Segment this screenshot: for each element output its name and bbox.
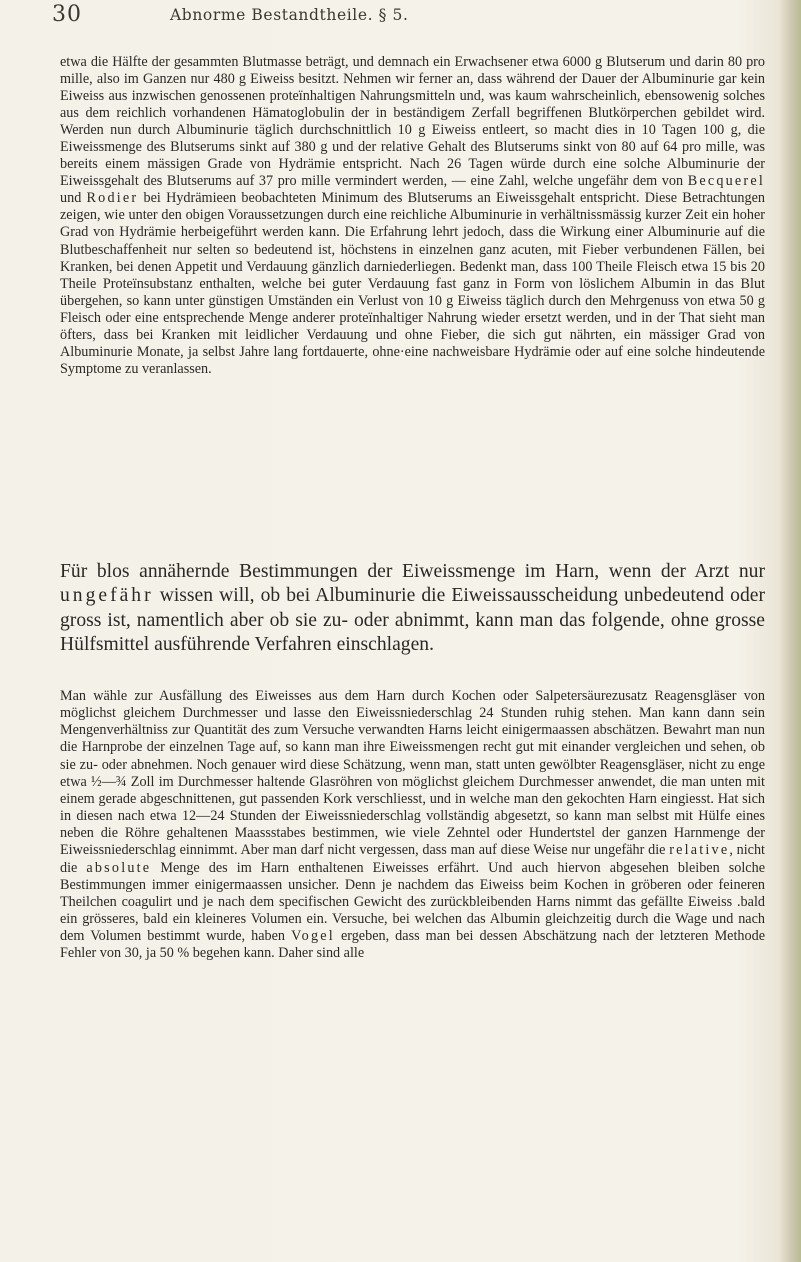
text-run: , nicht die xyxy=(60,842,766,876)
page-number: 30 xyxy=(52,2,82,27)
text-run: Für blos annähernde Bestimmungen der Eiweissmenge im Harn, wenn der Arzt nur xyxy=(60,561,765,582)
text-run: Man wähle zur Ausfällung des Eiweisses aus dem Harn durch Kochen oder Salpetersäurezusatz Reagensgläser von möglichst gleichem Durchmesser und lasse den Eiweissniederschlag 24 Stunden ruhig stehen. Man kann dann sein Mengenverhältniss zur Quantität des zum Versuche verwandten Harns leicht einigermaassen abschätzen. Bewahrt man nun die Harnprobe der einzelnen Tage auf, so kann man ihre Eiweissmengen recht gut mit einander vergleichen und sehen, ob sie zu- oder abnehmen. Noch genauer wird diese Schätzung, wenn man, statt unten gewölbter Reagensgläser, nicht zu enge etwa ½—¾ Zoll im Durchmesser haltende Glasröhren von möglichst gleichem Durchmesser anwendet, die man unten mit einem gerade abgeschnittenen, gut passenden Kork verschliesst, und in welche man den gekochten Harn eingiesst. Hat sich in diesen nach etwa 12—24 Stunden der Eiweissniederschlag vollständig abgesetzt, so kann man selbst mit Hülfe eines neben die Röhre gehaltenen Maassstabes bestimmen, wie viele Zehntel oder Hundertstel der ganzen Harnmenge der Eiweissniederschlag einnimmt. Aber man darf nicht vergessen, dass man auf diese Weise nur ungefähr die xyxy=(60,688,765,859)
text-run: etwa die Hälfte der gesammten Blutmasse beträgt, und demnach ein Erwachsener etwa 6000 g Blutserum und darin 80 pro mille, also im Ganzen nur 480 g Eiweiss besitzt. Nehmen wir ferner an, dass während der Dauer der Albuminurie gar kein Eiweiss aus inzwischen genossenen proteïnhaltigen Nahrungsmitteln und, was kaum wahrscheinlich, ebensowenig solches aus dem reichlich vorhandenen Hämatoglobulin der in beständigem Zerfall begriffenen Blutkörperchen gebildet wird. Werden nun durch Albuminurie täglich durchschnittlich 10 g Eiweiss entleert, so macht dies in 10 Tagen 100 g, die Eiweissmenge des Blutserums sinkt auf 380 g und der relative Gehalt des Blutserums sinkt von 80 auf 64 pro mille, was bereits einem mässigen Grade von Hydrämie entspricht. Nach 26 Tagen würde durch eine solche Albuminurie der Eiweissgehalt des Blutserums auf 37 pro mille vermindert werden, — eine Zahl, welche ungefähr dem von xyxy=(60,54,765,190)
emphasis-absolute: absolute xyxy=(86,859,152,876)
page-edge-shadow xyxy=(779,0,801,1262)
emphasis-ungefaehr: ungefähr xyxy=(60,585,154,607)
body-paragraph-1 xyxy=(60,54,765,378)
text-run: und xyxy=(60,190,87,207)
author-name-vogel: Vogel xyxy=(291,928,335,945)
text-run: wissen will, ob bei Albuminurie die Eiweissausscheidung unbedeutend oder gross ist, namentlich aber ob sie zu- oder abnimmt, kann man das folgende, ohne grosse Hülfsmittel ausführende Verfahren einschlagen. xyxy=(60,585,765,655)
page-header xyxy=(52,2,772,34)
text-run: ergeben, dass man bei dessen Abschätzung nach der letzteren Methode Fehler von 30, ja 50 % begehen kann. Daher sind alle xyxy=(60,928,766,962)
large-print-paragraph xyxy=(60,560,765,657)
author-name-becquerel: Becquerel xyxy=(687,173,765,190)
text-run: bei Hydrämieen beobachteten Minimum des Blutserums an Eiweissgehalt entspricht. Diese Betrachtungen zeigen, wie unter den obigen Voraussetzungen durch eine reichliche Albuminurie in verhältnissmässig kurzer Zeit ein hoher Grad von Hydrämie herbeigeführt werden kann. Die Erfahrung lehrt jedoch, dass die Wirkung einer Albuminurie auf die Blutbeschaffenheit nur selten so bedeutend ist, höchstens in einzelnen ganz acuten, mit Fieber verbundenen Fällen, bei Kranken, bei denen Appetit und Verdauung gänzlich darniederliegen. Bedenkt man, dass 100 Theile Fleisch etwa 15 bis 20 Theile Proteïnsubstanz enthalten, welche bei guter Verdauung fast ganz in Form von löslichem Albumin in das Blut übergehen, so kann unter günstigen Umständen ein Verlust von 10 g Eiweiss täglich durch den Mehrgenuss von etwa 50 g Fleisch oder eine entsprechende Menge anderer proteïnhaltiger Nahrung wieder ersetzt werden, und in der That sieht man öfters, dass bei Kranken mit leidlicher Verdauung und ohne Fieber, die sich gut nährten, ein mässiger Grad von Albuminurie Monate, ja selbst Jahre lang fortdauerte, ohne·eine nachweisbare Hydrämie oder auf eine solche hindeutende Symptome zu veranlassen. xyxy=(60,190,765,377)
author-name-rodier: Rodier xyxy=(86,190,139,207)
small-print-paragraph xyxy=(60,688,765,963)
emphasis-relative: relative xyxy=(669,842,730,859)
text-run: Menge des im Harn enthaltenen Eiweisses erfährt. Und auch hiervon abgesehen bleiben solche Bestimmungen immer einigermaassen unsicher. Denn je nachdem das Eiweiss beim Kochen in gröberen oder feineren Theilchen coagulirt und je nach dem specifischen Gewicht des zurückbleibenden Harns nimmt das gefällte Eiweiss .bald ein grösseres, bald ein kleineres Volumen ein. Versuche, bei welchen das Albumin gleichzeitig durch die Wage und nach dem Volumen bestimmt wurde, haben xyxy=(60,859,765,945)
running-title: Abnorme Bestandtheile. § 5. xyxy=(170,6,409,24)
